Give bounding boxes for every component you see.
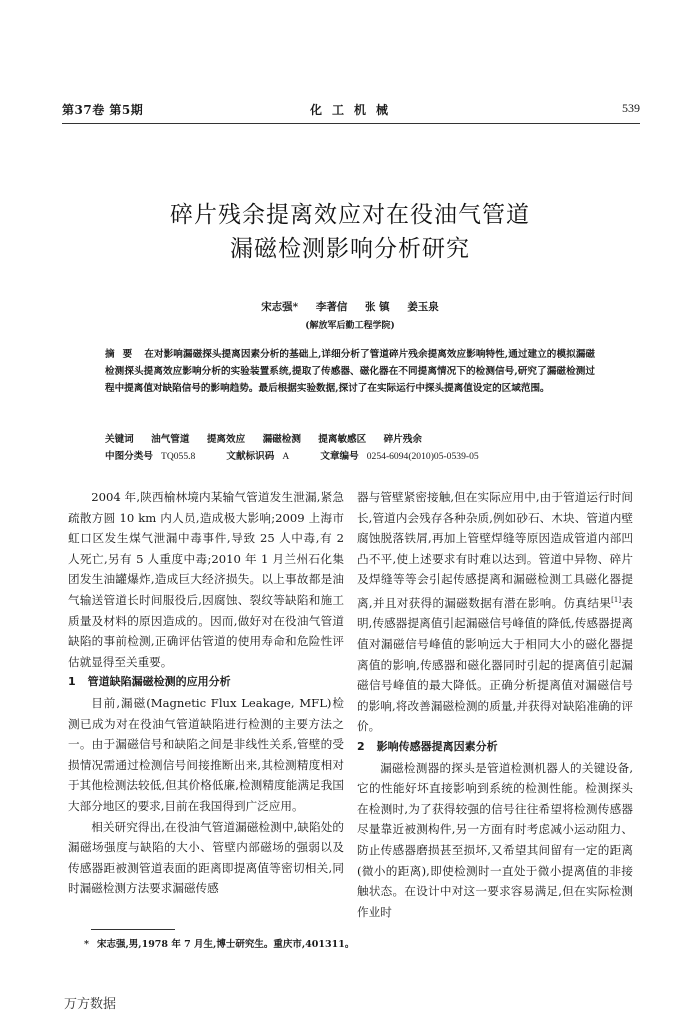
- author-list: [0, 299, 700, 314]
- journal-name: 化工机械: [309, 103, 398, 117]
- paper-title: [0, 198, 700, 266]
- footnote-mark: *: [84, 939, 89, 950]
- section-title: 管道缺陷漏磁检测的应用分析: [87, 675, 231, 689]
- footnote: [84, 936, 354, 950]
- title-line-1: 碎片残余提离效应对在役油气管道: [170, 202, 530, 228]
- paragraph-text: 表明,传感器提离值引起漏磁信号峰值的降低,传感器提离值对漏磁信号峰值的影响远大于相同大小的磁化器提离值的影响,传感器和磁化器同时引起的提离值引起漏磁信号峰值的最大降低。正确分析提离值对漏磁信号的影响,将改善漏磁检测的质量,并获得对缺陷准确的评价。: [357, 595, 633, 734]
- keyword: 提离效应: [206, 434, 246, 445]
- doc-code-value: A: [282, 451, 290, 462]
- section-title: 影响传感器提离因素分析: [376, 739, 498, 753]
- header-rule: [62, 123, 640, 124]
- article-no-value: 0254-6094(2010)05-0539-05: [366, 451, 479, 462]
- watermark: 万方数据: [64, 997, 117, 1012]
- author: 宋志强*: [261, 301, 299, 313]
- citation-ref[interactable]: [1]: [611, 595, 622, 604]
- section-number: 2: [357, 739, 365, 753]
- keyword: 提离敏感区: [318, 434, 367, 445]
- paragraph: 2004 年,陕西榆林境内某输气管道发生泄漏,紧急疏散方圆 10 km 内人员,造成极大影响;2009 上海市虹口区发生煤气泄漏中毒事件,导致 25 人中毒,有 2 人死亡,另有 5 人重度中毒;2010 年 1 月兰州石化集团发生油罐爆炸,造成巨大经济损失。以上事故都是油气输送管道长时间服役后,因腐蚀、裂纹等缺陷和施工质量及材料的原因造成的。因而,做好对在役油气管道缺陷的事前检测,正确评估管道的使用寿命和危险性评估就显得至关重要。: [68, 490, 344, 669]
- paragraph: 漏磁检测器的探头是管道检测机器人的关键设备,它的性能好坏直接影响到系统的检测性能。检测探头在检测时,为了获得较强的信号往往希望将检测传感器尽量靠近被测构件,另一方面有时考虑减小运动阻力、防止传感器磨损甚至损坏,又希望其间留有一定的距离(微小的距离),即使检测时一直处于微小提离值的非接触状态。在设计中对这一要求容易满足,但在实际检测作业时: [357, 760, 633, 919]
- abstract-label: 摘要: [105, 349, 141, 360]
- paragraph: [357, 487, 633, 737]
- section-number: 1: [68, 675, 76, 689]
- classification-line: [105, 448, 605, 462]
- keyword: 碎片残余: [383, 434, 422, 445]
- keywords-label: 关键词: [105, 434, 134, 445]
- section-heading-1: [68, 672, 344, 693]
- clc-value: TQ055.8: [160, 451, 196, 462]
- clc-label: 中图分类号: [105, 451, 153, 462]
- volume-issue: 第37卷 第5期: [62, 103, 144, 117]
- author: 姜玉泉: [407, 301, 439, 313]
- abstract: [105, 346, 595, 397]
- title-line-2: 漏磁检测影响分析研究: [230, 236, 470, 262]
- abstract-text: 在对影响漏磁探头提离因素分析的基础上,详细分析了管道碎片残余提离效应影响特性,通过建立的模拟漏磁检测探头提离效应影响分析的实验装置系统,提取了传感器、磁化器在不同提离情况下的检测信号,研究了漏磁检测过程中提离值对缺陷信号的影响趋势。最后根据实验数据,探讨了在实际运行中探头提离值设定的区域范围。: [105, 349, 596, 394]
- paragraph-text: 器与管壁紧密接触,但在实际应用中,由于管道运行时间长,管道内会残存各种杂质,例如砂石、木块、管道内壁腐蚀脱落铁屑,再加上管壁焊缝等原因造成管道内部凹凸不平,使上述要求有时难以达到。管道中异物、碎片及焊缝等等会引起传感提离和漏磁检测工具磁化器提离,并且对获得的漏磁数据有潜在影响。仿真结果: [357, 490, 633, 610]
- section-heading-2: [357, 737, 633, 758]
- author: 张 镇: [365, 301, 390, 313]
- doc-code-label: 文献标识码: [226, 451, 275, 462]
- keyword: 油气管道: [151, 434, 190, 445]
- footnote-text: 宋志强,男,1978 年 7 月生,博士研究生。重庆市,401311。: [96, 939, 355, 950]
- article-no-label: 文章编号: [320, 451, 359, 462]
- paragraph: 相关研究得出,在役油气管道漏磁检测中,缺陷处的漏磁场强度与缺陷的大小、管壁内部磁场的强弱以及传感器距被测管道表面的距离即提离值等密切相关,同时漏磁检测方法要求漏磁传感: [68, 819, 344, 896]
- author: 李著信: [315, 301, 348, 313]
- body-column-right: [357, 487, 633, 922]
- paragraph: 目前,漏磁(Magnetic Flux Leakage, MFL)检测已成为对在役油气管道缺陷进行检测的主要方法之一。由于漏磁信号和缺陷之间是非线性关系,管壁的受损情况需通过检测信号间接推断出来,其检测精度相对于其他检测法较低,但其价格低廉,检测精度能满足我国大部分地区的要求,目前在我国得到广泛应用。: [68, 695, 344, 813]
- running-head: [62, 101, 640, 119]
- body-column-left: [68, 487, 344, 899]
- keywords: [105, 431, 595, 445]
- affiliation: (解放军后勤工程学院): [305, 321, 395, 331]
- keyword: 漏磁检测: [262, 434, 301, 445]
- page-number: 539: [622, 101, 640, 115]
- footnote-rule: [91, 929, 175, 930]
